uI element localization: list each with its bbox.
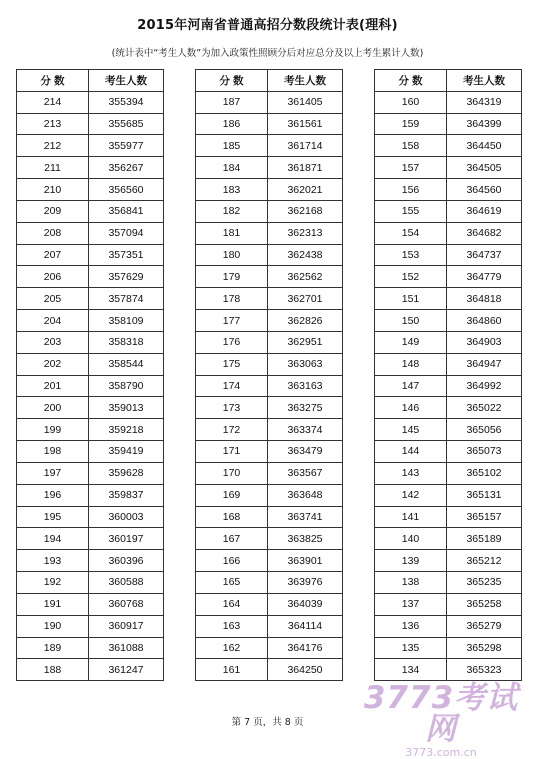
score-cell: 192 [17,572,89,594]
count-cell: 361871 [268,157,343,179]
score-cell: 135 [375,637,447,659]
score-cell: 198 [17,441,89,463]
count-cell: 357629 [89,266,164,288]
count-cell: 355977 [89,135,164,157]
page-footer: 第 7 页，共 8 页 [231,717,304,728]
count-cell: 361714 [268,135,343,157]
table-row [196,593,343,615]
count-cell: 357874 [89,288,164,310]
count-cell: 362562 [268,266,343,288]
table-row [196,310,343,332]
score-cell: 144 [375,441,447,463]
score-cell: 189 [17,637,89,659]
count-cell: 364860 [447,310,522,332]
table-row [196,135,343,157]
table-row [196,113,343,135]
table-row [196,222,343,244]
table-row [196,91,343,113]
table-row [196,615,343,637]
count-cell: 363648 [268,484,343,506]
table-row [196,572,343,594]
table-row [17,528,164,550]
score-cell: 148 [375,353,447,375]
score-cell: 145 [375,419,447,441]
score-cell: 201 [17,375,89,397]
score-cell: 183 [196,179,268,201]
table-row [375,244,522,266]
count-cell: 363163 [268,375,343,397]
table-row [17,200,164,222]
score-cell: 167 [196,528,268,550]
score-cell: 163 [196,615,268,637]
count-cell: 360588 [89,572,164,594]
score-cell: 156 [375,179,447,201]
count-cell: 364619 [447,200,522,222]
score-cell: 137 [375,593,447,615]
score-cell: 211 [17,157,89,179]
table-row [17,179,164,201]
count-cell: 364818 [447,288,522,310]
count-cell: 364560 [447,179,522,201]
count-cell: 365073 [447,441,522,463]
count-cell: 363275 [268,397,343,419]
score-cell: 151 [375,288,447,310]
score-cell: 212 [17,135,89,157]
table-row [17,484,164,506]
count-cell: 359218 [89,419,164,441]
table-header-row [375,70,522,92]
count-cell: 355685 [89,113,164,135]
count-cell: 363063 [268,353,343,375]
score-cell: 179 [196,266,268,288]
count-cell: 364779 [447,266,522,288]
count-cell: 363901 [268,550,343,572]
table-row [17,593,164,615]
score-cell: 147 [375,375,447,397]
score-cell: 154 [375,222,447,244]
table-row [375,637,522,659]
table-row [196,484,343,506]
score-cell: 193 [17,550,89,572]
count-cell: 365212 [447,550,522,572]
count-cell: 355394 [89,91,164,113]
table-row [196,419,343,441]
table-row [17,288,164,310]
score-cell: 205 [17,288,89,310]
header-count: 考生人数 [89,70,164,92]
score-cell: 185 [196,135,268,157]
table-row [17,375,164,397]
count-cell: 356267 [89,157,164,179]
table-header-row [17,70,164,92]
score-table-3 [374,69,522,681]
table-row [17,441,164,463]
table-row [375,179,522,201]
header-count: 考生人数 [447,70,522,92]
count-cell: 365298 [447,637,522,659]
count-cell: 361561 [268,113,343,135]
table-row [375,222,522,244]
table-row [17,615,164,637]
count-cell: 364450 [447,135,522,157]
score-cell: 199 [17,419,89,441]
count-cell: 364682 [447,222,522,244]
score-cell: 140 [375,528,447,550]
score-cell: 168 [196,506,268,528]
count-cell: 364114 [268,615,343,637]
table-row [17,397,164,419]
score-cell: 182 [196,200,268,222]
score-cell: 161 [196,659,268,681]
table-row [196,441,343,463]
score-cell: 180 [196,244,268,266]
count-cell: 364992 [447,375,522,397]
score-cell: 194 [17,528,89,550]
table-row [375,135,522,157]
score-cell: 155 [375,200,447,222]
count-cell: 365056 [447,419,522,441]
count-cell: 365022 [447,397,522,419]
score-cell: 159 [375,113,447,135]
count-cell: 361247 [89,659,164,681]
table-row [375,91,522,113]
score-cell: 169 [196,484,268,506]
score-cell: 136 [375,615,447,637]
score-cell: 170 [196,462,268,484]
score-cell: 208 [17,222,89,244]
table-row [196,179,343,201]
score-cell: 150 [375,310,447,332]
table-row [375,462,522,484]
count-cell: 360396 [89,550,164,572]
table-row [375,659,522,681]
table-row [17,353,164,375]
table-row [17,462,164,484]
watermark-logo [356,680,526,759]
table-row [375,113,522,135]
count-cell: 357094 [89,222,164,244]
count-cell: 356841 [89,200,164,222]
count-cell: 365279 [447,615,522,637]
table-row [17,310,164,332]
count-cell: 364505 [447,157,522,179]
table-row [196,550,343,572]
count-cell: 358318 [89,331,164,353]
count-cell: 362826 [268,310,343,332]
table-row [196,244,343,266]
table-row [17,222,164,244]
count-cell: 364039 [268,593,343,615]
table-row [17,157,164,179]
table-row [17,550,164,572]
watermark-main: 3773考试网 [363,680,519,747]
count-cell: 364903 [447,331,522,353]
count-cell: 363741 [268,506,343,528]
table-row [196,659,343,681]
table-row [17,659,164,681]
header-score: 分 数 [375,70,447,92]
score-cell: 138 [375,572,447,594]
table-row [375,266,522,288]
count-cell: 360917 [89,615,164,637]
score-cell: 210 [17,179,89,201]
table-row [375,528,522,550]
count-cell: 364399 [447,113,522,135]
score-cell: 175 [196,353,268,375]
count-cell: 359013 [89,397,164,419]
score-cell: 174 [196,375,268,397]
count-cell: 358790 [89,375,164,397]
table-row [196,157,343,179]
count-cell: 365235 [447,572,522,594]
table-row [17,419,164,441]
table-row [196,397,343,419]
count-cell: 360768 [89,593,164,615]
table-row [375,353,522,375]
count-cell: 362701 [268,288,343,310]
table-row [17,331,164,353]
score-cell: 178 [196,288,268,310]
score-cell: 158 [375,135,447,157]
score-cell: 143 [375,462,447,484]
page-title: 2015年河南省普通高招分数段统计表(理科) [137,18,398,33]
table-row [196,528,343,550]
table-row [196,331,343,353]
table-row [17,266,164,288]
count-cell: 360003 [89,506,164,528]
table-row [17,637,164,659]
score-cell: 157 [375,157,447,179]
count-cell: 365157 [447,506,522,528]
table-row [375,200,522,222]
count-cell: 360197 [89,528,164,550]
score-cell: 139 [375,550,447,572]
header-count: 考生人数 [268,70,343,92]
table-row [375,419,522,441]
count-cell: 362951 [268,331,343,353]
table-row [17,572,164,594]
count-cell: 363567 [268,462,343,484]
header-score: 分 数 [196,70,268,92]
count-cell: 365323 [447,659,522,681]
score-table-1 [16,69,164,681]
table-row [17,135,164,157]
score-cell: 166 [196,550,268,572]
score-cell: 173 [196,397,268,419]
table-row [375,506,522,528]
score-cell: 146 [375,397,447,419]
score-cell: 172 [196,419,268,441]
count-cell: 365189 [447,528,522,550]
table-row [196,375,343,397]
score-cell: 206 [17,266,89,288]
table-row [375,484,522,506]
count-cell: 362021 [268,179,343,201]
count-cell: 363976 [268,572,343,594]
score-cell: 207 [17,244,89,266]
table-row [17,244,164,266]
score-cell: 160 [375,91,447,113]
page-subtitle: (统计表中“考生人数”为加入政策性照顾分后对应总分及以上考生累计人数) [111,48,424,59]
table-row [17,91,164,113]
score-cell: 186 [196,113,268,135]
score-cell: 190 [17,615,89,637]
score-cell: 142 [375,484,447,506]
score-cell: 165 [196,572,268,594]
score-cell: 200 [17,397,89,419]
table-row [17,113,164,135]
table-row [375,397,522,419]
count-cell: 362168 [268,200,343,222]
count-cell: 364176 [268,637,343,659]
table-row [196,288,343,310]
table-row [375,615,522,637]
count-cell: 358544 [89,353,164,375]
table-row [375,593,522,615]
score-cell: 214 [17,91,89,113]
score-cell: 188 [17,659,89,681]
table-row [375,157,522,179]
score-cell: 196 [17,484,89,506]
table-row [375,550,522,572]
count-cell: 365258 [447,593,522,615]
score-cell: 204 [17,310,89,332]
table-row [375,331,522,353]
count-cell: 364319 [447,91,522,113]
table-row [196,200,343,222]
score-cell: 176 [196,331,268,353]
score-cell: 184 [196,157,268,179]
table-row [375,572,522,594]
table-row [196,506,343,528]
score-cell: 202 [17,353,89,375]
table-row [375,310,522,332]
count-cell: 361405 [268,91,343,113]
score-cell: 195 [17,506,89,528]
score-cell: 171 [196,441,268,463]
count-cell: 362313 [268,222,343,244]
count-cell: 359419 [89,441,164,463]
table-header-row [196,70,343,92]
table-row [375,375,522,397]
score-cell: 177 [196,310,268,332]
score-cell: 209 [17,200,89,222]
table-row [375,288,522,310]
score-cell: 181 [196,222,268,244]
score-cell: 162 [196,637,268,659]
table-row [196,637,343,659]
count-cell: 364947 [447,353,522,375]
score-cell: 153 [375,244,447,266]
score-cell: 134 [375,659,447,681]
score-cell: 164 [196,593,268,615]
table-row [375,441,522,463]
count-cell: 359628 [89,462,164,484]
table-row [196,353,343,375]
count-cell: 362438 [268,244,343,266]
count-cell: 358109 [89,310,164,332]
score-cell: 203 [17,331,89,353]
count-cell: 361088 [89,637,164,659]
table-row [196,266,343,288]
count-cell: 363825 [268,528,343,550]
score-cell: 141 [375,506,447,528]
count-cell: 365102 [447,462,522,484]
count-cell: 364737 [447,244,522,266]
count-cell: 359837 [89,484,164,506]
watermark-sub: 3773.com.cn [405,746,477,759]
count-cell: 363374 [268,419,343,441]
score-cell: 149 [375,331,447,353]
score-cell: 191 [17,593,89,615]
score-table-2 [195,69,343,681]
score-cell: 187 [196,91,268,113]
count-cell: 357351 [89,244,164,266]
count-cell: 364250 [268,659,343,681]
header-score: 分 数 [17,70,89,92]
score-cell: 197 [17,462,89,484]
table-row [196,462,343,484]
count-cell: 365131 [447,484,522,506]
table-row [17,506,164,528]
score-cell: 152 [375,266,447,288]
score-cell: 213 [17,113,89,135]
count-cell: 363479 [268,441,343,463]
count-cell: 356560 [89,179,164,201]
